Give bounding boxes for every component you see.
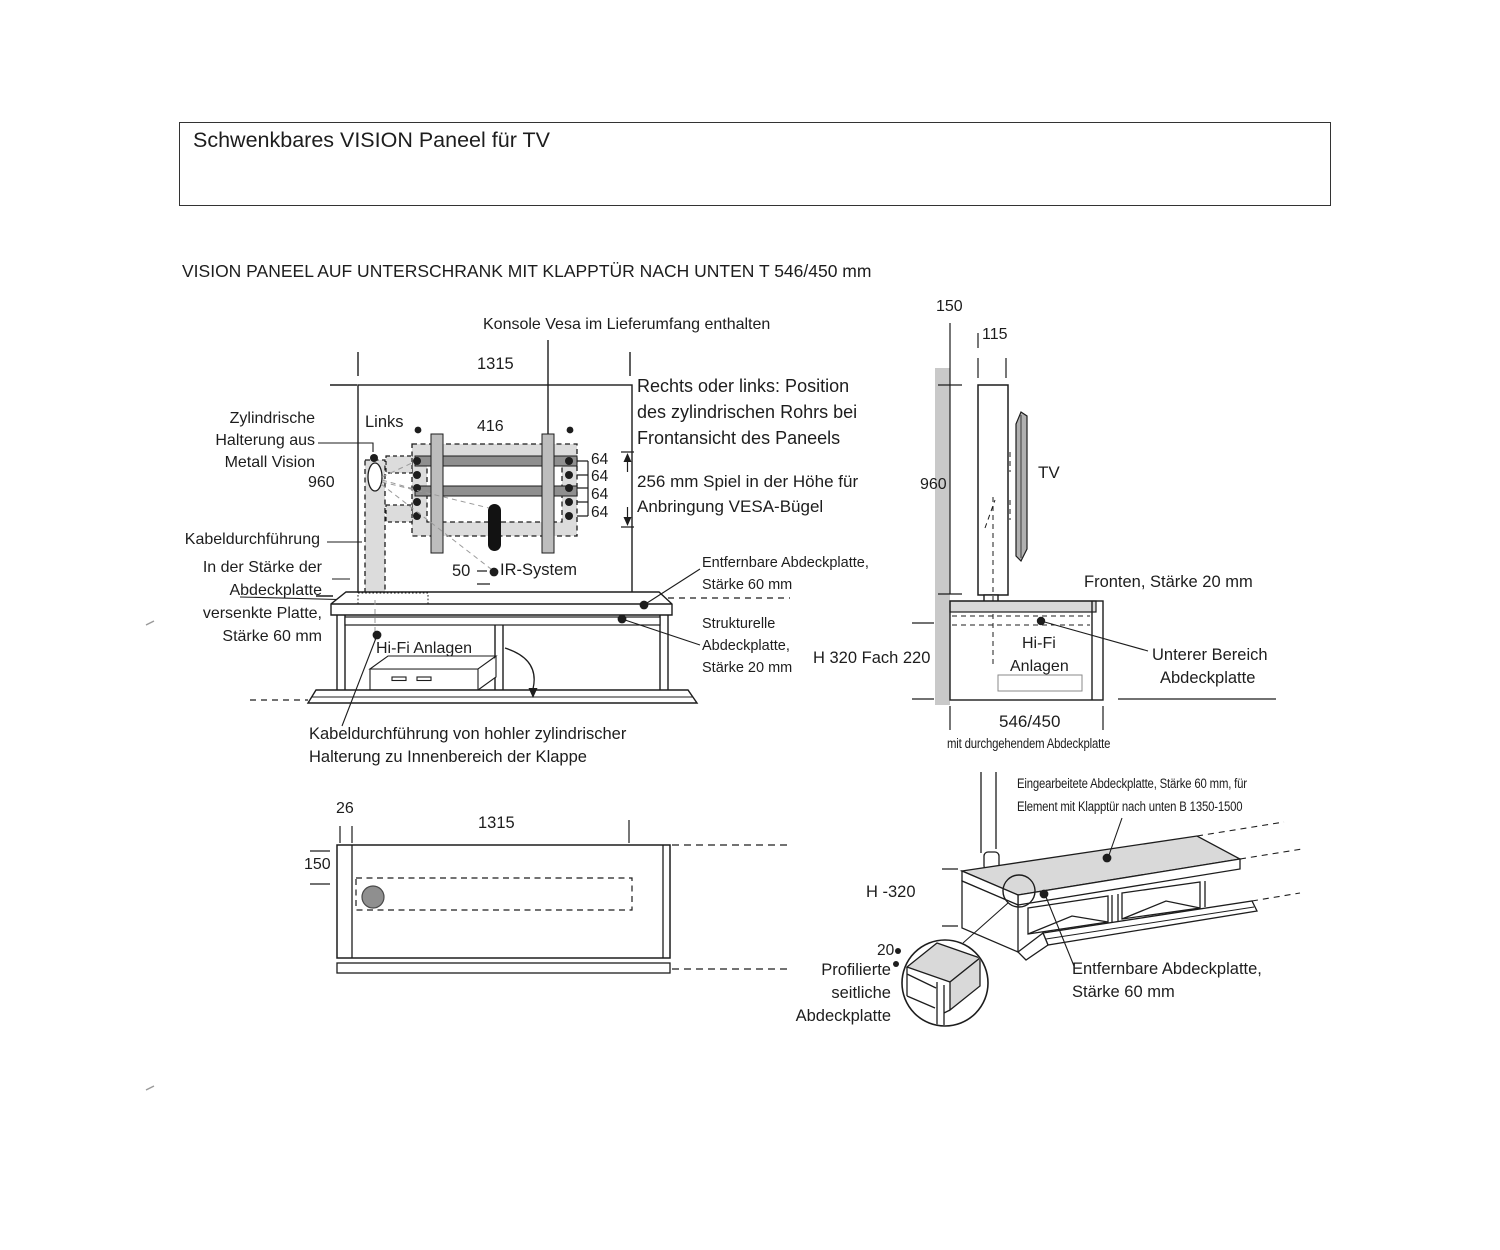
- cable-flap-note-line: Halterung zu Innenbereich der Klappe: [309, 748, 587, 766]
- vesa-rail-right: [542, 434, 554, 553]
- profiled-plate-label-line: Abdeckplatte: [795, 1007, 891, 1025]
- cable-passthrough-label: Kabeldurchführung: [184, 531, 320, 548]
- top-view-outline: [337, 845, 670, 958]
- cyl-holder-label-line: Zylindrische: [229, 410, 315, 427]
- side-height-dim: 960: [920, 476, 947, 493]
- page-title: Schwenkbares VISION Paneel für TV: [193, 128, 550, 152]
- cylinder-top: [368, 463, 382, 491]
- iso-edge-dim: 20: [877, 942, 895, 959]
- lower-area-label-line: Unterer Bereich: [1152, 646, 1268, 664]
- removable-plate-label-line: Entfernbare Abdeckplatte,: [702, 555, 869, 571]
- position-note-line: Rechts oder links: Position: [637, 376, 850, 396]
- structural-plate-label-line: Strukturelle: [702, 616, 776, 632]
- fronts-note: Fronten, Stärke 20 mm: [1084, 573, 1253, 591]
- depth-dim: 546/450: [999, 712, 1061, 731]
- structural-plate-label-line: Abdeckplatte,: [702, 638, 790, 654]
- konsole-note: Konsole Vesa im Lieferumfang enthalten: [483, 316, 771, 333]
- removable-plate-label-line: Stärke 60 mm: [702, 577, 793, 593]
- recessed-plate-label-line: In der Stärke der: [202, 559, 322, 576]
- hifi-side-label-line: Anlagen: [1010, 658, 1069, 675]
- structural-plate-label-line: Stärke 20 mm: [702, 660, 793, 676]
- side-top-dim: 150: [936, 298, 963, 315]
- recessed-plate-label-line: Stärke 60 mm: [222, 628, 322, 645]
- front-width-dim: 1315: [477, 355, 514, 373]
- cabinet-height-dim: H 320 Fach 220: [813, 649, 931, 667]
- iso-removable-label-line: Entfernbare Abdeckplatte,: [1072, 960, 1262, 978]
- topview-depth-dim: 150: [304, 856, 331, 873]
- margin-marks: [146, 621, 154, 1090]
- topview-width-dim: 1315: [478, 814, 515, 832]
- hole-spacing-dim: 64: [591, 468, 609, 485]
- tv-side: [1016, 412, 1027, 561]
- play-note-line: Anbringung VESA-Bügel: [637, 497, 824, 516]
- integrated-note-line: Eingearbeitete Abdeckplatte, Stärke 60 mm, für: [1017, 776, 1247, 791]
- iso-removable-label-line: Stärke 60 mm: [1072, 983, 1175, 1001]
- front-height-dim: 960: [308, 474, 335, 491]
- lower-area-label-line: Abdeckplatte: [1160, 669, 1256, 687]
- integrated-note-line: Element mit Klapptür nach unten B 1350-1500: [1017, 799, 1243, 814]
- recessed-plate-label-line: Abdeckplatte: [229, 582, 322, 599]
- position-note-line: Frontansicht des Paneels: [637, 428, 841, 448]
- tv-label: TV: [1038, 463, 1060, 482]
- side-panel-dim: 115: [982, 326, 1008, 343]
- hole-spacing-dim: 64: [591, 451, 609, 468]
- profiled-plate-label-line: Profilierte: [821, 961, 891, 979]
- hifi-side-label-line: Hi-Fi: [1022, 635, 1056, 652]
- topview-side-dim: 26: [336, 800, 354, 817]
- links-label: Links: [365, 413, 404, 431]
- wall-strip: [935, 368, 950, 705]
- hole-spacing-dim: 64: [591, 486, 609, 503]
- play-note-line: 256 mm Spiel in der Höhe für: [637, 472, 859, 491]
- center-pin: [488, 504, 501, 551]
- cyl-holder-label-line: Halterung aus: [215, 432, 315, 449]
- cable-flap-note-line: Kabeldurchführung von hohler zylindrischer: [309, 725, 627, 743]
- hifi-label-front: Hi-Fi Anlagen: [376, 640, 473, 657]
- ir-offset-dim: 50: [452, 562, 471, 580]
- ir-system-label: IR-System: [500, 561, 578, 579]
- profiled-plate-label-line: seitliche: [831, 984, 891, 1002]
- position-note-line: des zylindrischen Rohrs bei: [637, 402, 858, 422]
- recessed-plate-label-line: versenkte Platte,: [202, 605, 322, 622]
- hole-spacing-dim: 64: [591, 504, 609, 521]
- cabinet-front-view: [308, 592, 697, 703]
- vesa-rail-left: [431, 434, 443, 553]
- cyl-holder-label-line: Metall Vision: [224, 454, 315, 471]
- cable-hole: [362, 886, 384, 908]
- vesa-width-dim: 416: [477, 418, 504, 435]
- drawing-subtitle: VISION PANEEL AUF UNTERSCHRANK MIT KLAPPTÜR NACH UNTEN T 546/450 mm: [182, 261, 872, 281]
- top-view-drawing: [310, 820, 790, 973]
- depth-note: mit durchgehendem Abdeckplatte: [947, 736, 1111, 751]
- iso-height-dim: H -320: [866, 883, 916, 901]
